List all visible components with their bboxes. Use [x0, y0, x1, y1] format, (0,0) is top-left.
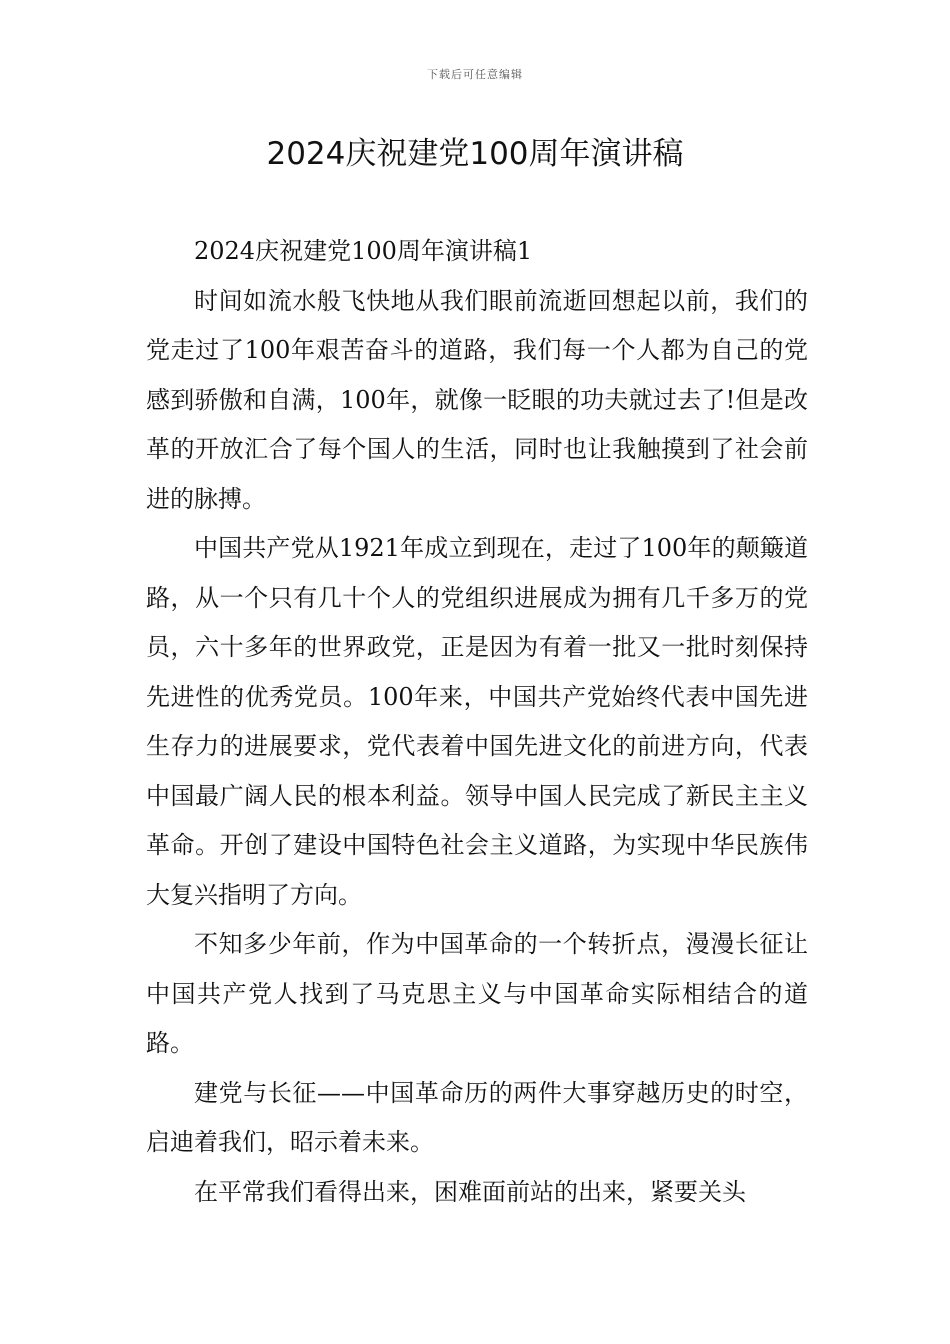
paragraph-2: 中国共产党从1921年成立到现在，走过了100年的颠簸道路，从一个只有几十个人的党组织进展成为拥有几千多万的党员，六十多年的世界政党，正是因为有着一批又一批时刻保持先进性的优秀党员。100年来，中国共产党始终代表中国先进生存力的进展要求，党代表着中国先进文化的前进方向，代表中国最广阔人民的根本利益。领导中国人民完成了新民主主义革命。开创了建设中国特色社会主义道路，为实现中华民族伟大复兴指明了方向。	[146, 534, 808, 909]
document-title: 2024庆祝建党100周年演讲稿	[266, 136, 684, 172]
document-body	[146, 227, 808, 1217]
paragraph-4: 建党与长征——中国革命历的两件大事穿越历史的时空，启迪着我们，昭示着未来。	[146, 1078, 808, 1156]
header-note: 下载后可任意编辑	[427, 68, 523, 81]
paragraph-5: 在平常我们看得出来，困难面前站的出来，紧要关头	[194, 1177, 746, 1206]
section-subtitle: 2024庆祝建党100周年演讲稿1	[194, 237, 533, 265]
paragraph-3: 不知多少年前，作为中国革命的一个转折点，漫漫长征让中国共产党人找到了马克思主义与中国革命实际相结合的道路。	[146, 930, 808, 1057]
paragraph-1: 时间如流水般飞快地从我们眼前流逝回想起以前，我们的党走过了100年艰苦奋斗的道路，我们每一个人都为自己的党感到骄傲和自满，100年，就像一眨眼的功夫就过去了!但是改革的开放汇合了每个国人的生活，同时也让我触摸到了社会前进的脉搏。	[146, 286, 808, 513]
